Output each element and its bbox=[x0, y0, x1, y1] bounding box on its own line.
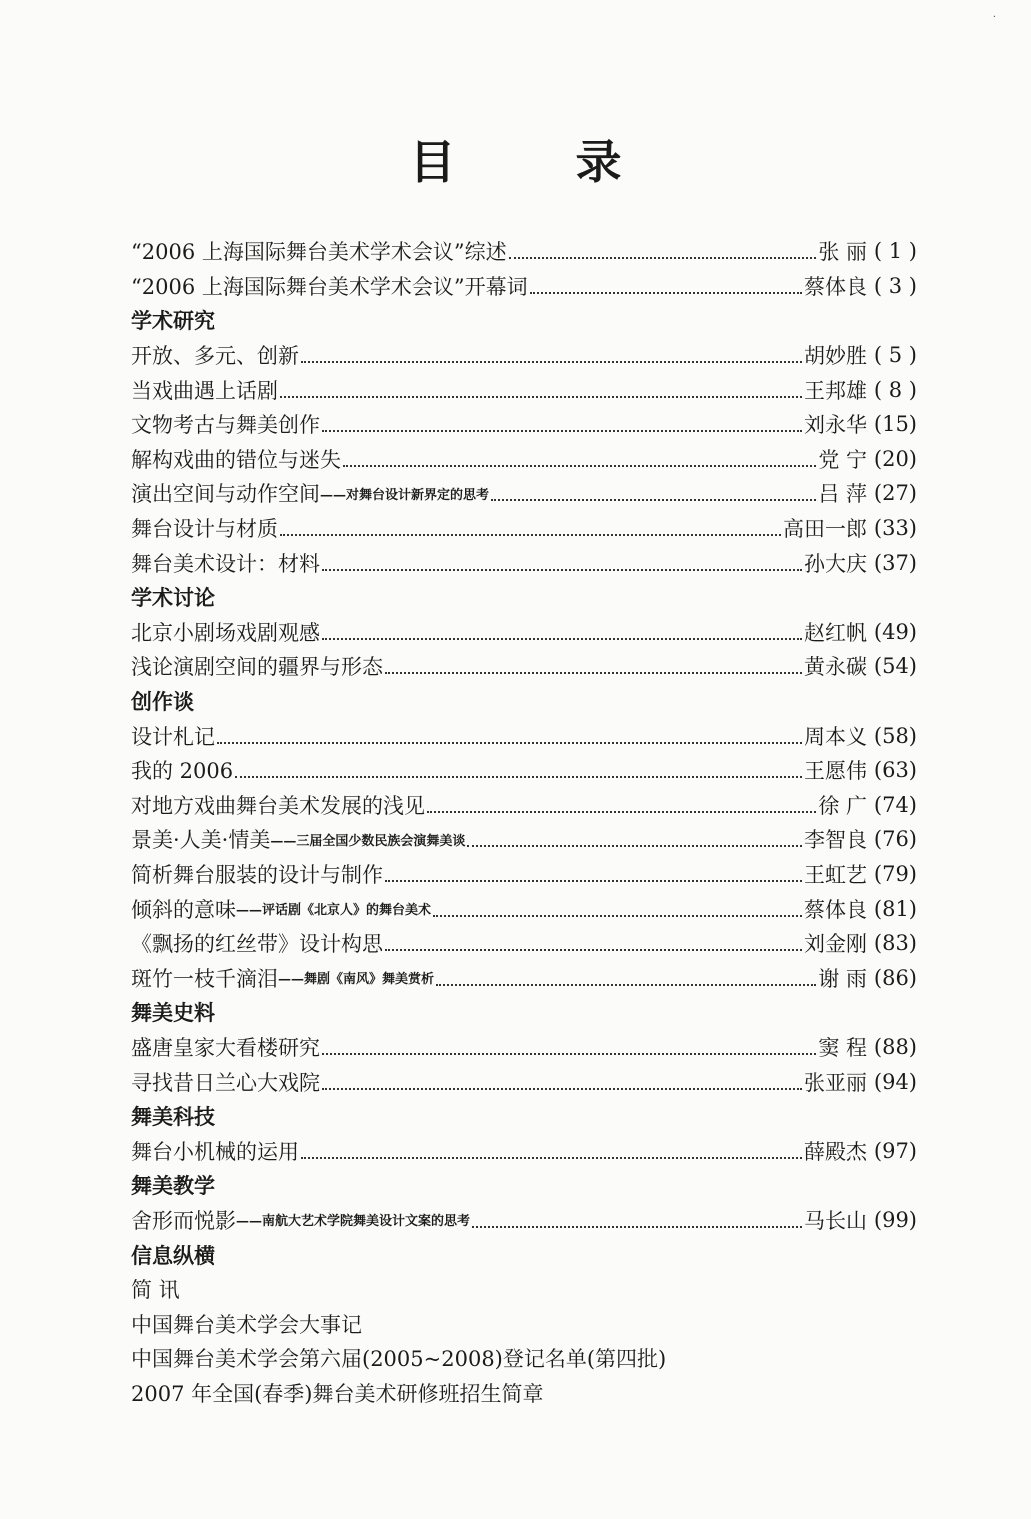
entry-subtitle: ——评话剧《北京人》的舞台美术 bbox=[236, 903, 432, 919]
dot-leader bbox=[301, 1157, 802, 1159]
toc-entry bbox=[131, 718, 917, 753]
entry-page-number: (81) bbox=[873, 896, 917, 921]
dot-leader bbox=[436, 984, 816, 986]
toc-entry bbox=[131, 615, 917, 650]
entry-author: 马长山 bbox=[804, 1208, 867, 1233]
toc-entry bbox=[131, 1064, 917, 1099]
dot-leader bbox=[385, 672, 802, 674]
entry-page-number: ( 5 ) bbox=[873, 343, 917, 368]
entry-author: 徐 广 bbox=[818, 793, 867, 818]
dot-leader bbox=[472, 1226, 802, 1228]
entry-page-number: (74) bbox=[873, 792, 917, 817]
entry-title: 对地方戏曲舞台美术发展的浅见 bbox=[131, 793, 425, 818]
entry-title: 舞台小机械的运用 bbox=[131, 1139, 299, 1164]
entry-title: 当戏曲遇上话剧 bbox=[131, 378, 278, 403]
entry-author: 张亚丽 bbox=[804, 1070, 867, 1095]
entry-page-number: (79) bbox=[873, 861, 917, 886]
entry-page-number: (76) bbox=[873, 827, 917, 852]
entry-author: 王虹艺 bbox=[804, 862, 867, 887]
toc-plain-item bbox=[131, 1376, 917, 1411]
entry-subtitle: ——对舞台设计新界定的思考 bbox=[320, 487, 490, 503]
entry-page-number: (63) bbox=[873, 758, 917, 783]
entry-page-number: (27) bbox=[873, 481, 917, 506]
entry-page-number: (37) bbox=[873, 550, 917, 575]
entry-page-number: ( 8 ) bbox=[873, 377, 917, 402]
entry-page-number: (94) bbox=[873, 1069, 917, 1094]
entry-title: “2006 上海国际舞台美术学术会议”开幕词 bbox=[131, 274, 528, 299]
entry-author: 高田一郎 bbox=[783, 517, 867, 542]
entry-author: 刘永华 bbox=[804, 413, 867, 438]
toc-section-heading bbox=[131, 1237, 917, 1272]
entry-author: 李智良 bbox=[804, 828, 867, 853]
entry-subtitle: ——舞剧《南风》舞美赏析 bbox=[278, 972, 435, 988]
entry-author: 刘金刚 bbox=[804, 932, 867, 957]
entry-author: 党 宁 bbox=[818, 447, 867, 472]
section-title: 舞美教学 bbox=[131, 1173, 215, 1199]
entry-author: 蔡体良 bbox=[804, 897, 867, 922]
dot-leader bbox=[322, 569, 802, 571]
dot-leader bbox=[217, 742, 802, 744]
entry-author: 张 丽 bbox=[818, 240, 867, 265]
entry-page-number: (83) bbox=[873, 931, 917, 956]
entry-title: 我的 2006 bbox=[131, 759, 234, 784]
entry-page-number: (88) bbox=[873, 1034, 917, 1059]
toc-plain-item bbox=[131, 1272, 917, 1307]
page-title: 目 录 bbox=[409, 135, 674, 189]
dot-leader bbox=[509, 257, 817, 259]
entry-page-number: (97) bbox=[873, 1138, 917, 1163]
item-title: 2007 年全国(春季)舞台美术研修班招生简章 bbox=[131, 1381, 544, 1406]
entry-author: 蔡体良 bbox=[804, 274, 867, 299]
toc-entry bbox=[131, 857, 917, 892]
entry-subtitle: ——南航大艺术学院舞美设计文案的思考 bbox=[236, 1214, 471, 1230]
entry-title: 舞台设计与材质 bbox=[131, 517, 278, 542]
dot-leader bbox=[280, 534, 781, 536]
entry-author: 胡妙胜 bbox=[804, 344, 867, 369]
entry-author: 周本义 bbox=[804, 724, 867, 749]
toc-entry bbox=[131, 1203, 917, 1238]
toc-section-heading bbox=[131, 684, 917, 719]
dot-leader bbox=[322, 430, 802, 432]
entry-page-number: ( 1 ) bbox=[873, 239, 917, 264]
section-title: 信息纵横 bbox=[131, 1242, 215, 1268]
entry-title: 舍形而悦影 bbox=[131, 1208, 236, 1233]
entry-author: 赵红帆 bbox=[804, 620, 867, 645]
toc-section-heading bbox=[131, 1168, 917, 1203]
section-title: 舞美科技 bbox=[131, 1104, 215, 1130]
table-of-contents bbox=[131, 234, 917, 1410]
entry-title: 倾斜的意味 bbox=[131, 897, 236, 922]
entry-author: 王邦雄 bbox=[804, 378, 867, 403]
dot-leader bbox=[322, 1053, 816, 1055]
toc-entry bbox=[131, 1030, 917, 1065]
toc-entry bbox=[131, 372, 917, 407]
toc-entry bbox=[131, 511, 917, 546]
toc-entry bbox=[131, 788, 917, 823]
entry-title: 景美·人美·情美 bbox=[131, 828, 271, 853]
toc-entry bbox=[131, 926, 917, 961]
toc-entry bbox=[131, 649, 917, 684]
entry-page-number: (15) bbox=[873, 412, 917, 437]
toc-entry bbox=[131, 476, 917, 511]
entry-title: 盛唐皇家大看楼研究 bbox=[131, 1035, 320, 1060]
dot-leader bbox=[427, 811, 816, 813]
dot-leader bbox=[433, 915, 802, 917]
section-title: 学术研究 bbox=[131, 308, 215, 334]
entry-title: 《飘扬的红丝带》设计构思 bbox=[131, 932, 383, 957]
toc-entry bbox=[131, 338, 917, 373]
entry-page-number: (49) bbox=[873, 619, 917, 644]
entry-subtitle: ——三届全国少数民族会演舞美谈 bbox=[270, 833, 466, 849]
toc-entry bbox=[131, 269, 917, 304]
entry-page-number: (86) bbox=[873, 965, 917, 990]
dot-leader bbox=[385, 949, 802, 951]
dot-leader bbox=[385, 880, 802, 882]
dot-leader bbox=[280, 396, 802, 398]
entry-author: 谢 雨 bbox=[818, 966, 867, 991]
toc-entry bbox=[131, 442, 917, 477]
entry-title: 文物考古与舞美创作 bbox=[131, 413, 320, 438]
toc-section-heading bbox=[131, 303, 917, 338]
toc-entry bbox=[131, 753, 917, 788]
toc-entry bbox=[131, 960, 917, 995]
dot-leader bbox=[491, 499, 816, 501]
entry-author: 窦 程 bbox=[818, 1035, 867, 1060]
entry-title: 斑竹一枝千滴泪 bbox=[131, 966, 278, 991]
section-title: 舞美史料 bbox=[131, 1000, 215, 1026]
entry-page-number: (33) bbox=[873, 516, 917, 541]
scan-speck: · bbox=[992, 12, 996, 23]
entry-author: 薛殿杰 bbox=[804, 1139, 867, 1164]
entry-title: “2006 上海国际舞台美术学术会议”综述 bbox=[131, 240, 507, 265]
dot-leader bbox=[235, 776, 802, 778]
item-title: 简 讯 bbox=[131, 1278, 180, 1303]
entry-page-number: (20) bbox=[873, 446, 917, 471]
toc-entry bbox=[131, 822, 917, 857]
entry-page-number: ( 3 ) bbox=[873, 273, 917, 298]
dot-leader bbox=[467, 845, 802, 847]
toc-entry bbox=[131, 1133, 917, 1168]
entry-title: 开放、多元、创新 bbox=[131, 344, 299, 369]
dot-leader bbox=[343, 465, 816, 467]
entry-author: 孙大庆 bbox=[804, 551, 867, 576]
dot-leader bbox=[301, 361, 802, 363]
toc-entry bbox=[131, 545, 917, 580]
entry-author: 黄永碳 bbox=[804, 655, 867, 680]
toc-entry bbox=[131, 407, 917, 442]
entry-title: 设计札记 bbox=[131, 724, 215, 749]
toc-plain-item bbox=[131, 1341, 917, 1376]
entry-page-number: (58) bbox=[873, 723, 917, 748]
toc-plain-item bbox=[131, 1306, 917, 1341]
dot-leader bbox=[530, 292, 802, 294]
item-title: 中国舞台美术学会大事记 bbox=[131, 1312, 362, 1337]
item-title: 中国舞台美术学会第六届(2005~2008)登记名单(第四批) bbox=[131, 1347, 667, 1372]
toc-section-heading bbox=[131, 580, 917, 615]
entry-title: 寻找昔日兰心大戏院 bbox=[131, 1070, 320, 1095]
entry-title: 舞台美术设计：材料 bbox=[131, 551, 320, 576]
entry-author: 王愿伟 bbox=[804, 759, 867, 784]
entry-title: 北京小剧场戏剧观感 bbox=[131, 620, 320, 645]
toc-section-heading bbox=[131, 995, 917, 1030]
toc-entry bbox=[131, 234, 917, 269]
section-title: 创作谈 bbox=[131, 689, 194, 715]
dot-leader bbox=[322, 638, 802, 640]
entry-page-number: (99) bbox=[873, 1207, 917, 1232]
entry-title: 演出空间与动作空间 bbox=[131, 482, 320, 507]
entry-author: 吕 萍 bbox=[818, 482, 867, 507]
entry-page-number: (54) bbox=[873, 654, 917, 679]
dot-leader bbox=[322, 1088, 802, 1090]
section-title: 学术讨论 bbox=[131, 585, 215, 611]
toc-entry bbox=[131, 891, 917, 926]
entry-title: 简析舞台服装的设计与制作 bbox=[131, 862, 383, 887]
entry-title: 解构戏曲的错位与迷失 bbox=[131, 447, 341, 472]
entry-title: 浅论演剧空间的疆界与形态 bbox=[131, 655, 383, 680]
toc-section-heading bbox=[131, 1099, 917, 1134]
